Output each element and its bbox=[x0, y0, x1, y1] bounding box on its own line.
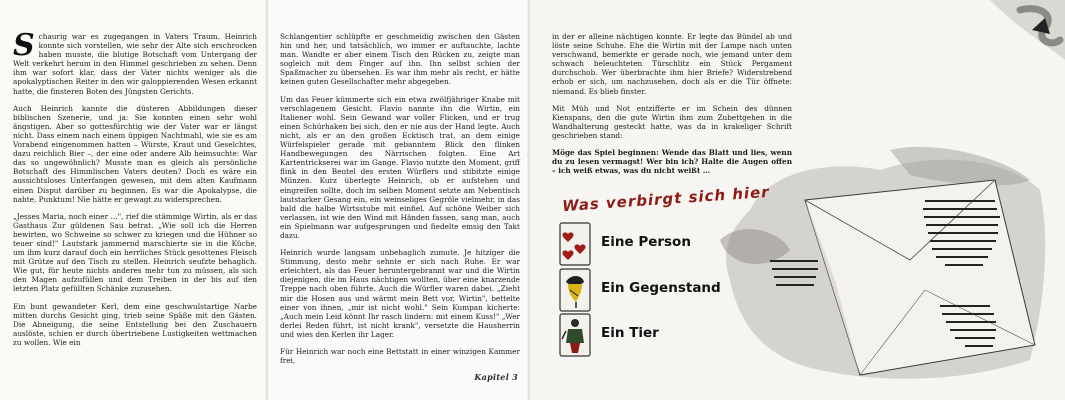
right-paragraph-2: Mit Müh und Not entzifferte er im Schein des dünnen Kienspans, den die gute Wirtin ihm zum Zubettgehen in die Wandhalterung gesteckt hatte, was da in krakeliger Schrift geschrieben stand: bbox=[552, 103, 792, 140]
right-text-column bbox=[552, 32, 792, 183]
riddle-text: Möge das Spiel beginnen: Wende das Blatt und lies, wenn du zu lesen vermagst! Wer bin ich? Halte die Augen offen – ich weiß etwas, was du nicht weißt … bbox=[552, 148, 792, 176]
riddle-heading: Was verbirgt sich hier bbox=[561, 182, 771, 216]
left-paragraph-1-text: chaurig war es zugegangen in Vaters Traum. Heinrich konnte sich vorstellen, wie sehr der Alte sich erschrocken haben musste, die blutige Botschaft vom Untergang der Welt verkehrt herum in den Himmel geschrieben zu sehen. Denn ihm war sofort klar, dass der Vater nichts weniger als die apokalyptischen Reiter in den wir galoppierenden Wesen erkannt hatte, die finsteren Boten des Jüngsten Gerichts. bbox=[13, 32, 257, 96]
option-object[interactable] bbox=[556, 268, 776, 312]
middle-paragraph-2: Um das Feuer kümmerte sich ein etwa zwölfjähriger Knabe mit verschlagenem Gesicht. Flavio nannte ihn die Wirtin, ein Italiener wohl. Sein Gewand war voller Flicken, und er trug einen Schürhaken bei sich, den er nie aus der Hand legte. Auch nicht, als er an den großen Ecktisch trat, an dem einige Würfelspieler gerade mit gebanntem Blick den flinken Handbewegungen des Närrischen folgten. Eine Art Kartentrickserei war im Gange. Flavio nutzte den Moment, griff flink in den Beutel des ersten Würflers und stibitzte einige Münzen. Kurz überlegte Heinrich, ob er aufstehen und eingreifen sollte, doch im selben Moment setzte am Nebentisch lautstarker Gesang ein, ein weinseliges Gegröle vielmehr, in das bald die halbe Wirtsstube mit einfiel. Auf schöne Weiber sich verlassen, ist wie den Wind mit Händen fassen, sang man, auch ein Spielmann war aufgesprungen und fiedelte emsig den Takt dazu. bbox=[280, 94, 520, 240]
left-paragraph-4: Ein bunt gewandeter Kerl, dem eine geschwulstartige Narbe mitten durchs Gesicht ging, trieb seine Späße mit den Gästen. Die Abneigung, die seine Entstellung bei den Zuschauern auslöste, schien er durch übertriebene Lustigkeiten wettmachen zu wollen. Wie ein bbox=[13, 301, 257, 347]
option-animal-label: Ein Tier bbox=[601, 325, 659, 341]
left-paragraph-2: Auch Heinrich kannte die düsteren Abbildungen dieser biblischen Szenerie, und ja: Sie konnten einen sehr wohl ängstigen. Aber so gottesfürchtig wie der Vater war er längst nicht. Dass einem nach einem üppigen Nachtmahl, wie sie es am Vorabend eingenommen hatten – Würste, Kraut und Geselchtes, dazu reichlich Bier –, der eine oder andere Alb heimsuchte: War das so ungewöhnlich? Musste man es gleich als persönliche Botschaft des Himmlischen Vaters deuten? Doch es wäre ein aussichtsloses Unterfangen gewesen, mit dem alten Kaufmann einen Disput darüber zu beginnen. Es war die Apokalypse, die nahte, Punktum! Nie hätte er gewagt zu widersprechen. bbox=[13, 103, 257, 204]
middle-paragraph-4: Für Heinrich war noch eine Bettstatt in einer winzigen Kammer frei, bbox=[280, 347, 520, 366]
chapter-page-label: Kapitel 3 bbox=[474, 372, 518, 382]
option-object-label: Ein Gegenstand bbox=[601, 280, 721, 296]
middle-page bbox=[268, 0, 530, 400]
middle-paragraph-1: Schlangentier schlüpfte er geschmeidig zwischen den Gästen hin und her, und tatsächlich, wo immer er auftauchte, lachte man. Wandte er aber einem Tisch den Rücken zu, zeigte man sogleich mit dem Finger auf ihn. Ihn selbst schien der Spaßmacher zu übersehen. Es war ihm mehr als recht, er hätte keinen guten Gesellschafter mehr abgegeben. bbox=[280, 32, 520, 87]
decorative-s-ornament bbox=[970, 0, 1065, 70]
option-person[interactable] bbox=[556, 222, 776, 266]
middle-text-column bbox=[280, 32, 520, 373]
left-page bbox=[0, 0, 268, 400]
left-text-column bbox=[13, 28, 257, 355]
right-paragraph-1: in der er alleine nächtigen konnte. Er legte das Bündel ab und löste seine Schuhe. Ehe die Wirtin mit der Lampe nach unten verschwand, bemerkte er gerade noch, wie jemand unter dem schwach beleuchteten Türschlitz ein Stück Pergament durchschob. Wer überbrachte ihm hier Briefe? Widerstrebend erhob er sich, um nachzusehen, doch als er die Tür öffnete: niemand. Es blieb finster. bbox=[552, 32, 792, 96]
option-person-label: Eine Person bbox=[601, 234, 691, 250]
right-page bbox=[530, 0, 1065, 400]
figure-card-icon bbox=[556, 313, 596, 357]
option-animal[interactable] bbox=[556, 313, 776, 357]
left-paragraph-1 bbox=[13, 28, 257, 96]
left-paragraph-3: „Jesses Maria, noch einer …", rief die stämmige Wirtin, als er das Gasthaus Zur güldenen Sau betrat. „Wie soll ich die Herren bewirten, wo Schweine so schwer zu kriegen und die Hühner so teuer sind!" Lautstark jammernd marschierte sie in die Küche, um ihm kurz darauf doch ein herrliches Stück gesottenes Fleisch mit Grütze auf den Tisch zu stellen. Heinrich seufzte behaglich. Wie gut, für heute nichts anderes mehr tun zu müssen, als sich den Magen aufzufüllen und dem Treiben in der bis auf den letzten Platz gefüllten Schänke zuzusehen. bbox=[13, 211, 257, 294]
acorn-card-icon bbox=[556, 268, 596, 312]
middle-paragraph-3: Heinrich wurde langsam unbehaglich zumute. Je hitziger die Stimmung, desto mehr sehnte er sich nach Ruhe. Er war erleichtert, als das Feuer heruntergebrannt war und die Wirtin diejenigen, die im Haus nächtigen wollten, über eine knarzende Treppe nach oben führte. Auch die Würfler waren dabei. „Zieht mir die Hosen aus und wärmt mein Bett vor, Wirtin", bettelte einer von ihnen, „mir ist nicht wohl." Sein Kumpan kicherte: „Auch mein Leid könnt Ihr rasch lindern: mit einem Kuss!" „Wer derlei Reden führt, ist nicht krank", versetzte die Hausherrin und wies den Kerlen ihr Lager. bbox=[280, 248, 520, 339]
drop-cap: S bbox=[13, 28, 35, 63]
hearts-card-icon bbox=[556, 222, 596, 266]
